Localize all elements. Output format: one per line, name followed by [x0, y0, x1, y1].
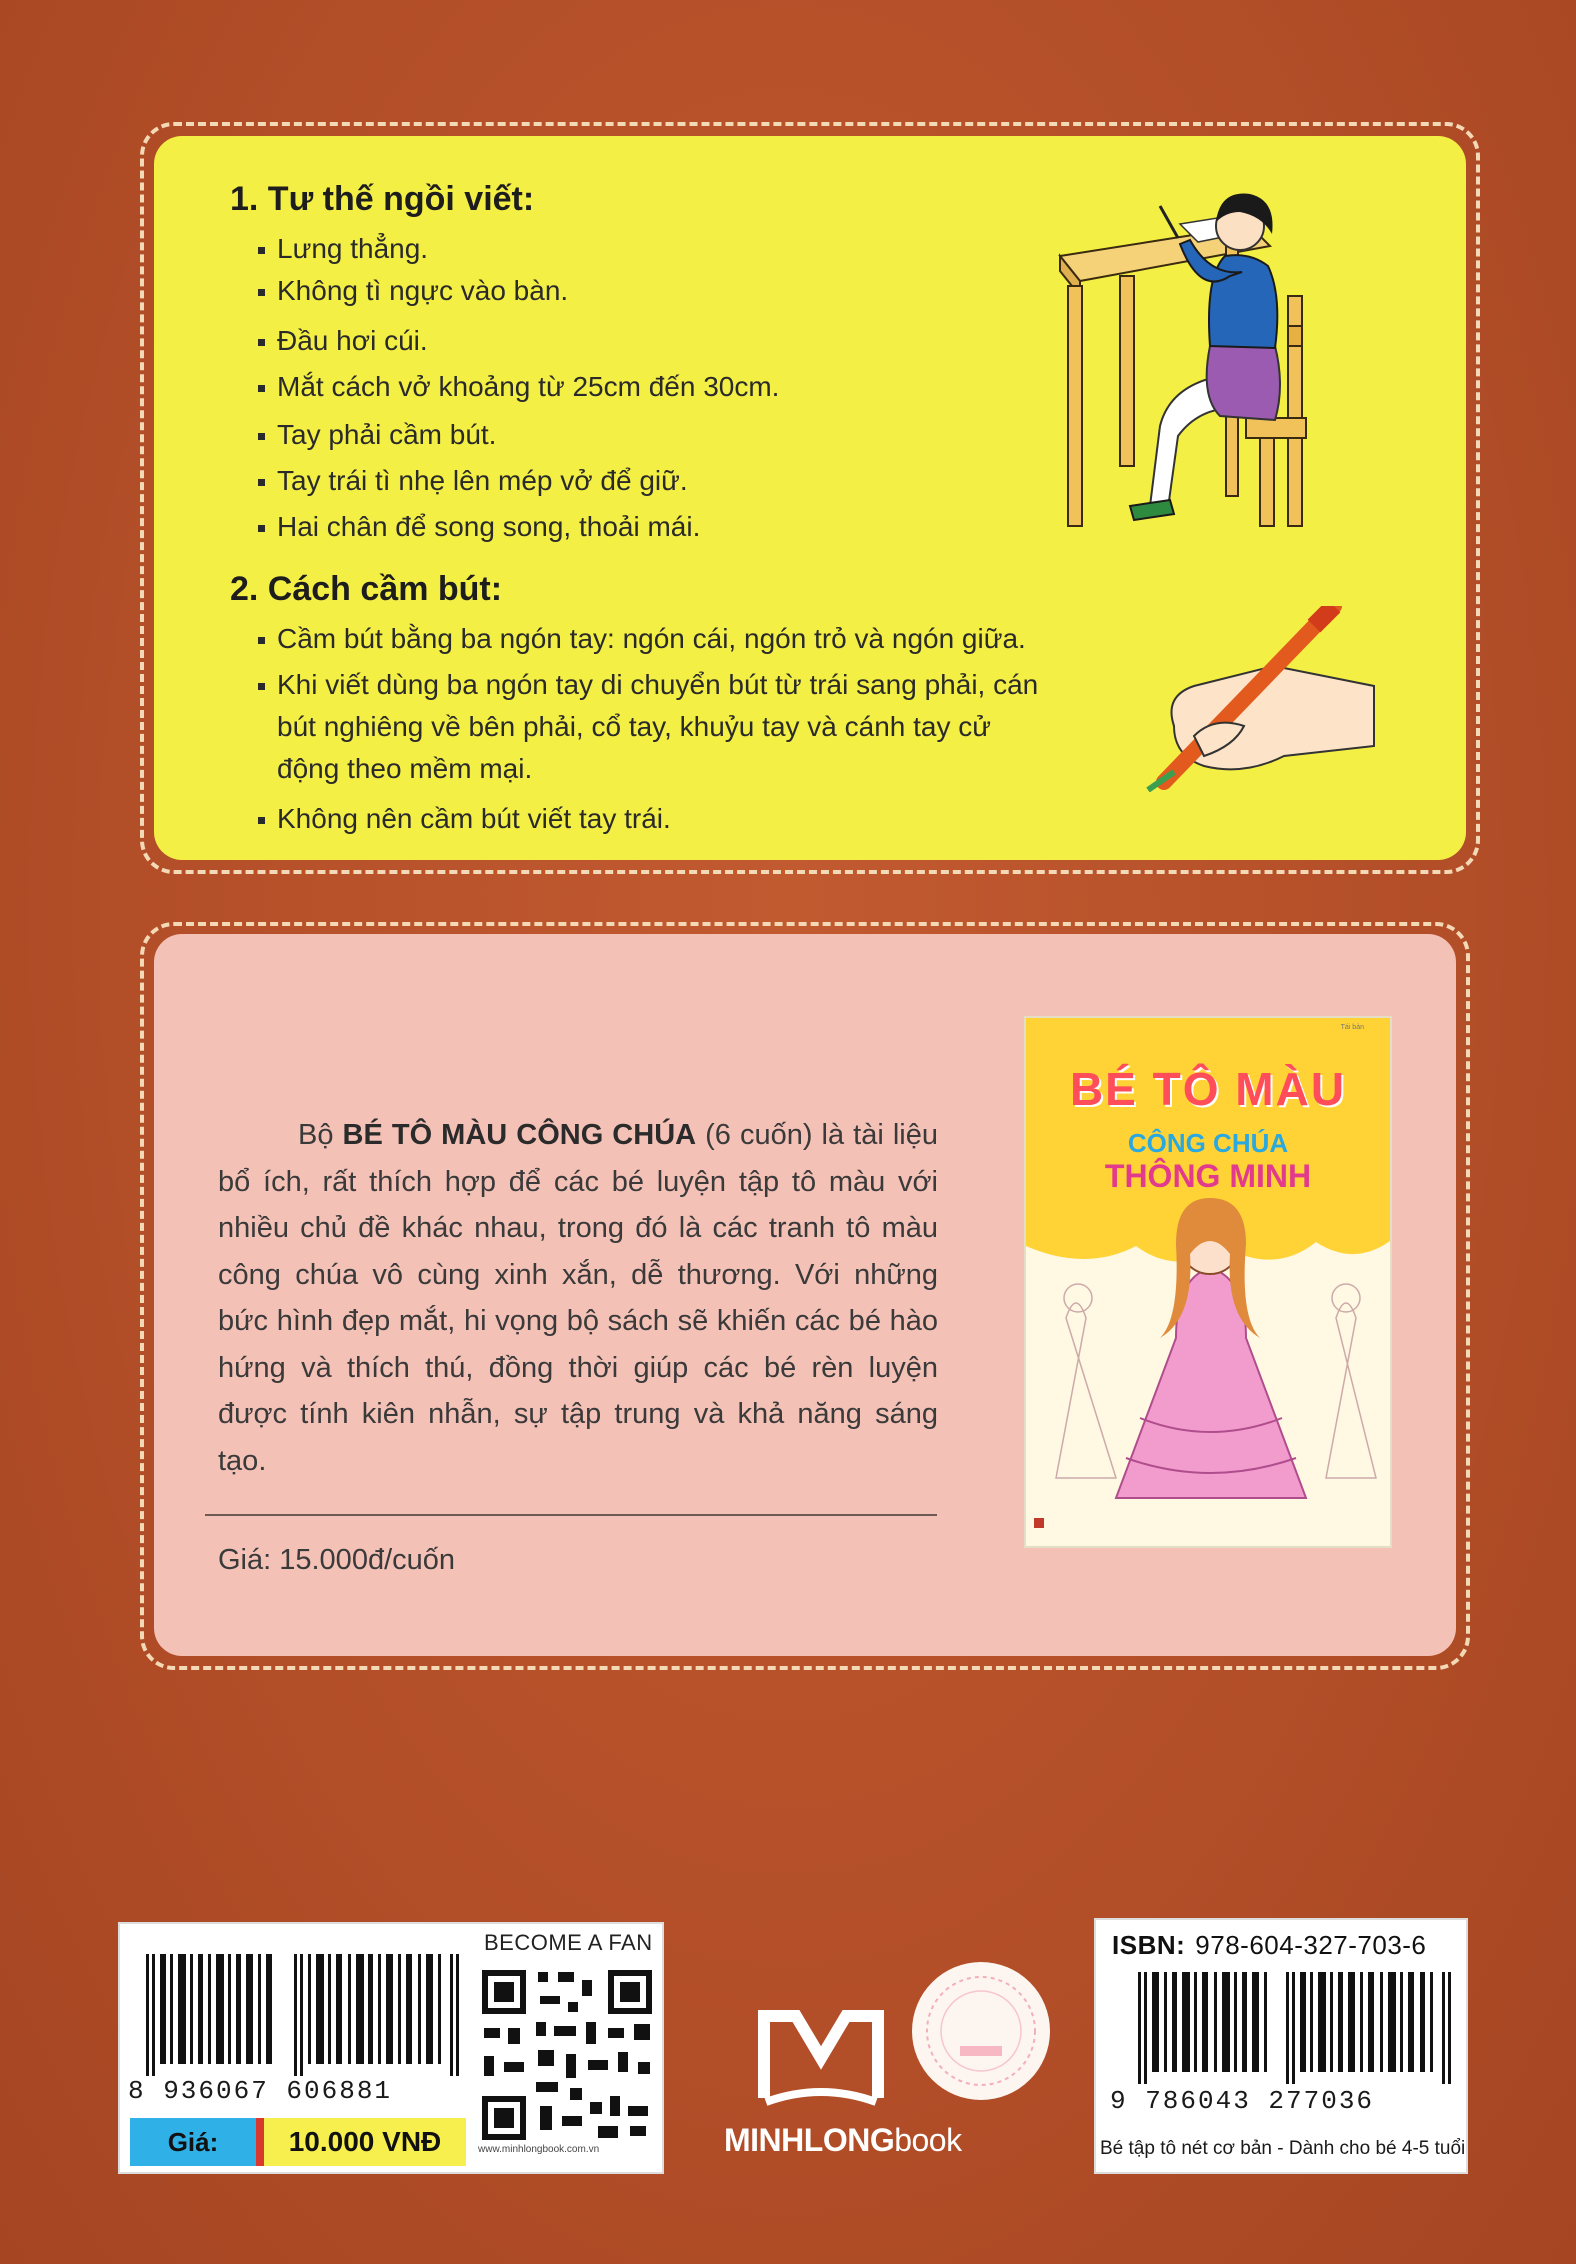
price-tag-separator: [256, 2118, 264, 2166]
ean-barcode: [146, 1954, 464, 2076]
publisher-seal-icon: [910, 1960, 1052, 2102]
divider-line: [205, 1514, 937, 1516]
posture-item: Không tì ngực vào bàn.: [258, 270, 568, 312]
girl-writing-illustration: [1050, 186, 1390, 546]
series-price: Giá: 15.000đ/cuốn: [218, 1544, 456, 1576]
cover-title: BÉ TÔ MÀU: [1069, 1063, 1347, 1115]
series-description: Bộ BÉ TÔ MÀU CÔNG CHÚA (6 cuốn) là tài liệu bổ ích, rất thích hợp để các bé luyện tập tô màu với nhiều chủ đề khác nhau, trong đó là các tranh tô màu công chúa vô cùng xinh xắn, dễ thương. Với những bức hình đẹp mắt, hi vọng bộ sách sẽ khiến các bé hào hứng và thích thú, đồng thời giúp các bé rèn luyện được tính kiên nhẫn, sự tập trung và khả năng sáng tạo.: [218, 1119, 938, 1477]
posture-item: Hai chân để song song, thoải mái.: [258, 506, 700, 548]
cover-subtitle: THÔNG MINH: [1104, 1158, 1312, 1194]
grip-heading: 2. Cách cầm bút:: [230, 570, 503, 608]
posture-item: Đầu hơi cúi.: [258, 320, 428, 362]
hand-holding-pen-illustration: [1134, 606, 1384, 792]
grip-item: Khi viết dùng ba ngón tay di chuyển bút từ trái sang phải, cán bút nghiêng về bên phải, cổ tay, khuỷu tay và cánh tay cử động theo mềm mại.: [258, 664, 1038, 790]
posture-heading: 1. Tư thế ngồi viết:: [230, 180, 535, 218]
cover-subtitle: CÔNG CHÚA: [1127, 1128, 1289, 1158]
posture-item: Tay phải cầm bút.: [258, 414, 496, 456]
book-cover-image: [1024, 1016, 1392, 1548]
grip-item: Cầm bút bằng ba ngón tay: ngón cái, ngón trỏ và ngón giữa.: [258, 618, 1026, 660]
qr-code[interactable]: [478, 1966, 656, 2144]
isbn-barcode: [1138, 1972, 1456, 2084]
grip-item: Không nên cầm bút viết tay trái.: [258, 798, 671, 840]
posture-item: Lưng thẳng.: [258, 228, 428, 270]
become-a-fan-label: BECOME A FAN: [484, 1930, 653, 1955]
price-tag-value: 10.000 VNĐ: [264, 2118, 466, 2166]
website-url[interactable]: www.minhlongbook.com.vn: [478, 2144, 600, 2155]
isbn: ISBN: 978-604-327-703-6: [1112, 1930, 1427, 1960]
minhlong-book-logo-icon: [756, 2002, 886, 2116]
posture-item: Mắt cách vở khoảng từ 25cm đến 30cm.: [258, 366, 779, 408]
price-tag-label: Giá:: [130, 2118, 256, 2166]
brand-name: MINHLONGbook: [724, 2122, 962, 2158]
book-series-title: Bé tập tô nét cơ bản - Dành cho bé 4-5 tuổi: [1100, 2138, 1466, 2159]
cover-publisher-note: Tái bản: [1340, 1024, 1364, 1031]
posture-item: Tay trái tì nhẹ lên mép vở để giữ.: [258, 460, 688, 502]
ean-barcode-number: 8 936067 606881: [128, 2076, 393, 2106]
isbn-barcode-number: 9 786043 277036: [1110, 2086, 1375, 2116]
